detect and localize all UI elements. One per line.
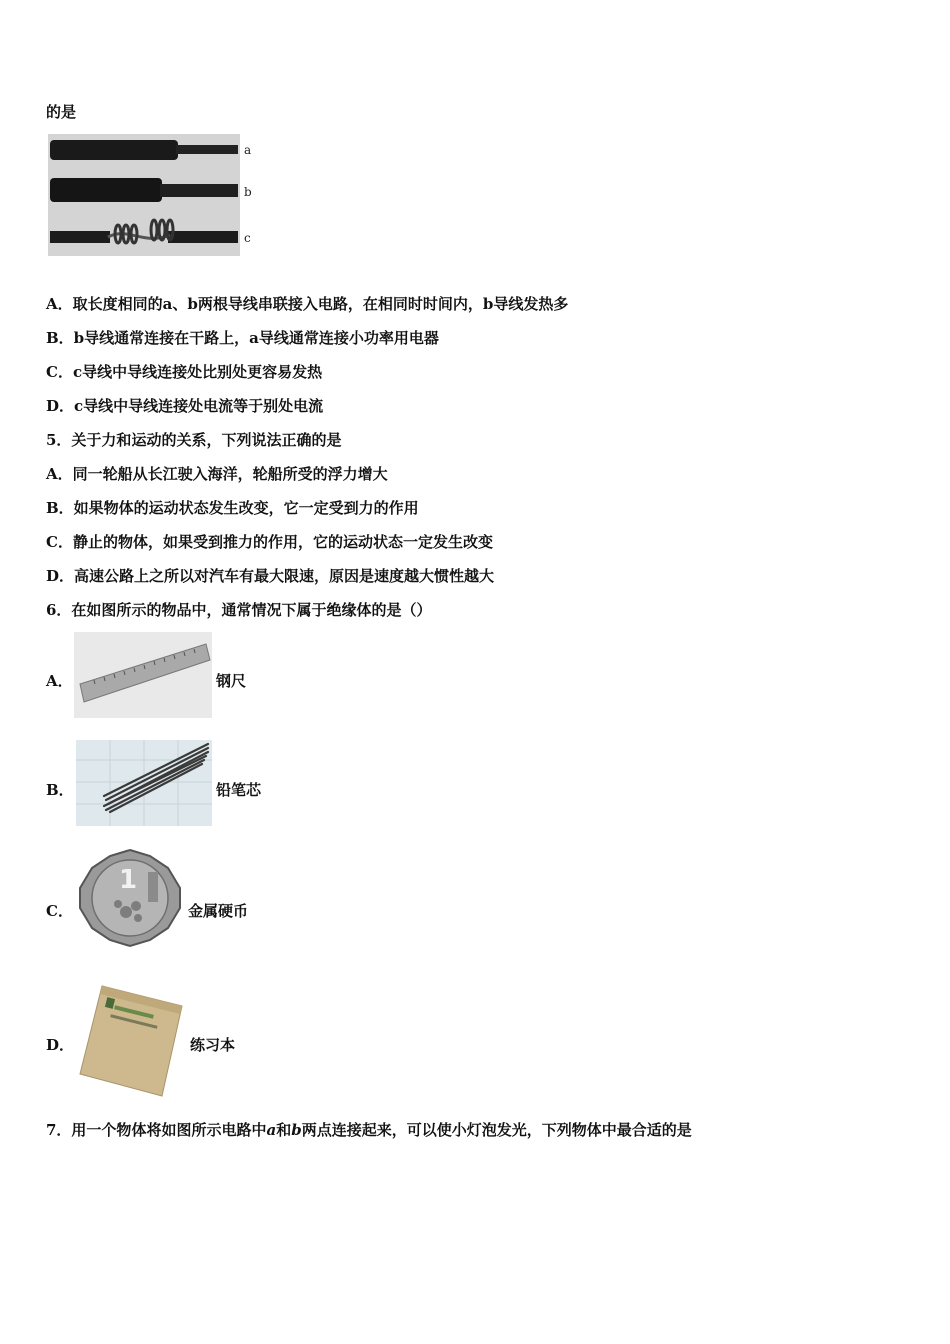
- wire-label-c: c: [244, 231, 251, 245]
- exercise-book-image: [76, 984, 186, 1100]
- q5-option-d: D．高速公路上之所以对汽车有最大限速，原因是速度越大惯性越大: [46, 567, 495, 585]
- q6-stem: 6．在如图所示的物品中，通常情况下属于绝缘体的是（）: [46, 601, 432, 619]
- q7-var-a: a: [266, 1121, 277, 1139]
- q6-option-c-label: 金属硬币: [188, 902, 249, 920]
- q6-option-c-letter: C．: [46, 902, 73, 920]
- q6-option-d-label: 练习本: [190, 1036, 236, 1054]
- q7-stem-pre: 7．用一个物体将如图所示电路中: [46, 1121, 267, 1139]
- q7-var-b: b: [291, 1121, 302, 1139]
- metal-coin-image: [76, 848, 184, 948]
- wire-label-a: a: [244, 143, 252, 157]
- q6-option-a-label: 钢尺: [216, 672, 247, 690]
- steel-ruler-image: [74, 632, 212, 718]
- q7-stem-mid: 和: [276, 1121, 292, 1139]
- q5-option-b: B．如果物体的运动状态发生改变，它一定受到力的作用: [46, 499, 419, 517]
- q6-option-b-label: 铅笔芯: [216, 781, 262, 799]
- coin-digit: 1: [118, 865, 138, 895]
- pencil-lead-image: [76, 740, 212, 826]
- q5-option-a: A．同一轮船从长江驶入海洋，轮船所受的浮力增大: [46, 465, 388, 483]
- q4-option-c: C．c导线中导线连接处比别处更容易发热: [46, 363, 323, 381]
- wire-figure: [48, 134, 258, 256]
- wire-label-b: b: [244, 185, 252, 199]
- q6-option-a-letter: A．: [46, 672, 73, 690]
- q6-option-b-letter: B．: [46, 781, 74, 799]
- q4-option-b: B．b导线通常连接在干路上，a导线通常连接小功率用电器: [46, 329, 439, 347]
- q6-option-d-letter: D．: [46, 1036, 75, 1054]
- q7-stem: [46, 1120, 692, 1140]
- q5-option-c: C．静止的物体，如果受到推力的作用，它的运动状态一定发生改变: [46, 533, 493, 551]
- q5-stem: 5．关于力和运动的关系，下列说法正确的是: [46, 431, 342, 449]
- q7-stem-post: 两点连接起来，可以使小灯泡发光，下列物体中最合适的是: [301, 1121, 692, 1139]
- q4-option-a: A．取长度相同的a、b两根导线串联接入电路，在相同时时间内，b导线发热多: [46, 295, 569, 313]
- q4-option-d: D．c导线中导线连接处电流等于别处电流: [46, 397, 324, 415]
- question-stem-tail: 的是: [46, 103, 77, 121]
